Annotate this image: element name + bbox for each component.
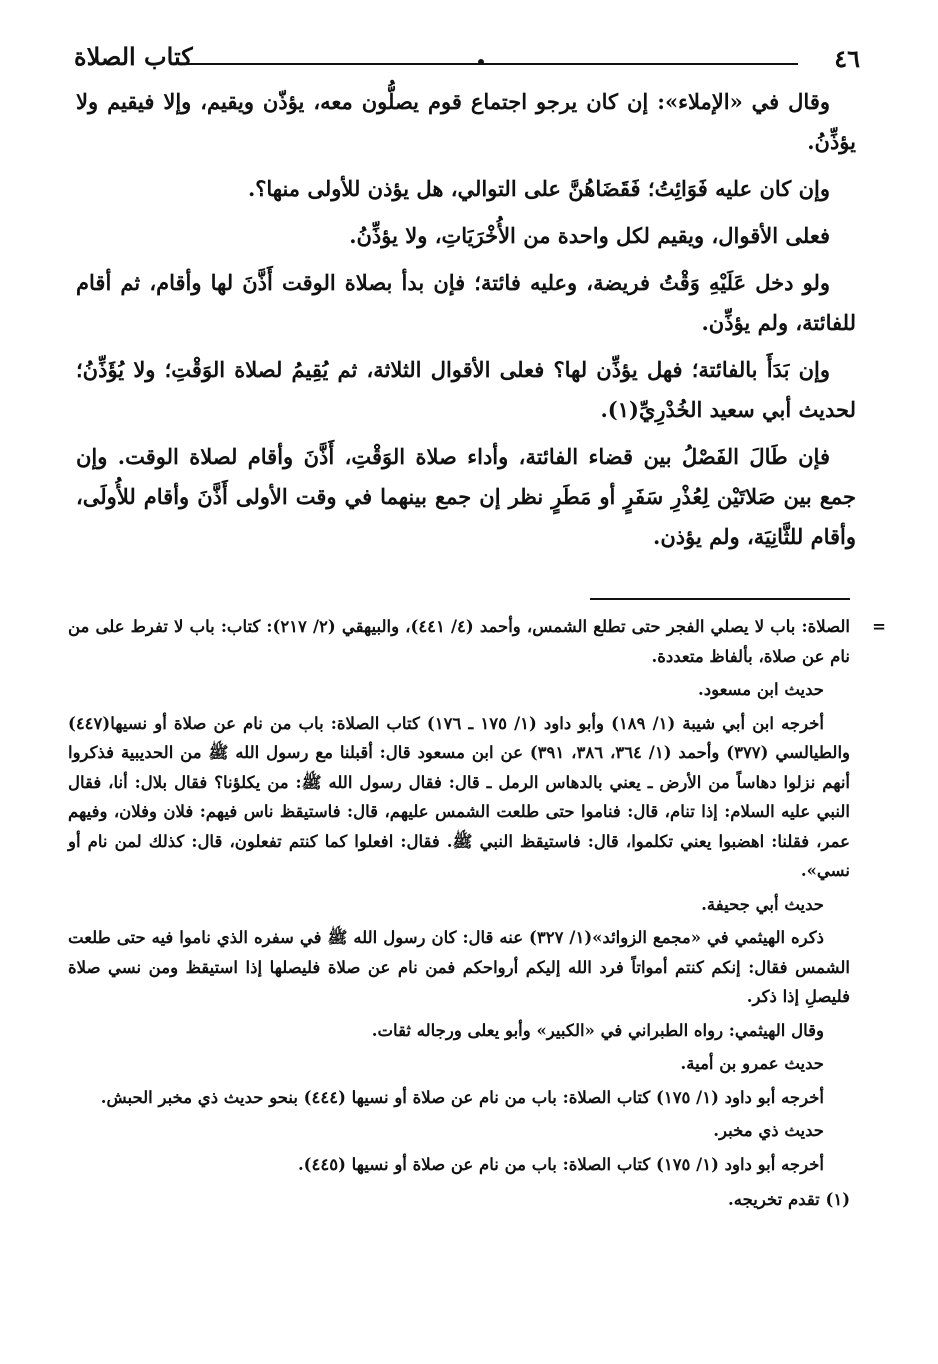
footnote-paragraph: أخرجه أبو داود (١/ ١٧٥) كتاب الصلاة: باب من نام عن صلاة أو نسيها (٤٤٤) بنحو حديث ذي مخبر الحبش.	[100, 1087, 824, 1107]
continuation-marker: =	[872, 617, 886, 636]
main-text	[76, 82, 856, 564]
header-ornament-dot	[478, 59, 484, 65]
body-paragraph: ولو دخل عَلَيْهِ وَقْتُ فريضة، وعليه فائتة؛ فإن بدأ بصلاة الوقت أَذَّنَ لها وأقام، ثم أقام للفائتة، ولم يؤذِّن.	[76, 270, 856, 335]
footnote-paragraph: أخرجه ابن أبي شيبة (١/ ١٨٩) وأبو داود (١/ ١٧٥ ـ ١٧٦) كتاب الصلاة: باب من نام عن صلاة أو نسيها(٤٤٧) والطيالسي (٣٧٧) وأحمد (١/ ٣٦٤، ٣٨٦، ٣٩١) عن ابن مسعود قال: أقبلنا مع رسول الله ﷺ من الحديبية فذكروا أنهم نزلوا دهاساً من الأرض ـ يعني بالدهاس الرمل ـ قال: فقال رسول الله ﷺ: من يكلؤنا؟ فقال بلال: أنا، فقال النبي عليه السلام: إذا تنام، قال: فناموا حتى طلعت الشمس عليهم، قال: فاستيقظ ناس فيهم: فلان وفلان، وفيهم عمر، فقلنا: اهضبوا يعني تكلموا، قال: فاستيقظ النبي ﷺ. فقال: افعلوا كما كنتم تفعلون، قال: كذلك لمن نام أو نسي».	[68, 713, 851, 880]
footnote-paragraph: حديث عمرو بن أمية.	[680, 1054, 824, 1073]
footnote-paragraph: حديث ابن مسعود.	[697, 680, 824, 699]
footnote-paragraph: أخرجه أبو داود (١/ ١٧٥) كتاب الصلاة: باب من نام عن صلاة أو نسيها (٤٤٥).	[297, 1154, 824, 1174]
footnote-paragraph: ذكره الهيثمي في «مجمع الزوائد»(١/ ٣٢٧) عنه قال: كان رسول الله ﷺ في سفره الذي ناموا فيه حتى طلعت الشمس فقال: إنكم كنتم أمواتاً فرد الله إليكم أرواحكم فمن نام عن صلاة فليصلها إذا استيقظ ومن نسي صلاة فليصلِ إذا ذكر.	[68, 928, 850, 1006]
page-header	[74, 38, 860, 72]
body-paragraph: فإن طَالَ الفَصْلُ بين قضاء الفائتة، وأداء صلاة الوَقْتِ، أَذَّنَ وأقام لصلاة الوقت. وإن جمع بين صَلاتَيْن لِعُذْرِ سَفَرٍ أو مَطَرٍ نظر إن جمع بينهما في وقت الأولى أَذَّنَ وأقام للأُولَى، وأقام للثَّانِيَة، ولم يؤذن.	[76, 444, 856, 549]
footnote-paragraph: وقال الهيثمي: رواه الطبراني في «الكبير» وأبو يعلى ورجاله ثقات.	[371, 1020, 824, 1040]
page-number: ٤٦	[834, 44, 860, 73]
footnote-continuation-text: الصلاة: باب لا يصلي الفجر حتى تطلع الشمس، وأحمد (٤/ ٤٤١)، والبيهقي (٢/ ٢١٧): كتاب: باب لا تفرط على من نام عن صلاة، بألفاظ متعددة.	[68, 617, 851, 666]
book-title: كتاب الصلاة	[74, 42, 193, 71]
footnote-separator	[590, 598, 850, 600]
footnote-paragraph: حديث ذي مخبر.	[713, 1121, 824, 1140]
footnote-paragraph: حديث أبي جحيفة.	[701, 894, 824, 914]
body-paragraph: وإن بَدَأَ بالفائتة؛ فهل يؤذِّن لها؟ فعلى الأقوال الثلاثة، ثم يُقِيمُ لصلاة الوَقْتِ؛ ولا يُؤَذِّنُ؛ لحديث أبي سعيد الخُدْرِيِّ(١).	[76, 357, 856, 422]
body-paragraph: فعلى الأقوال، ويقيم لكل واحدة من الأُخْرَيَاتِ، ولا يؤذِّنُ.	[349, 223, 830, 248]
body-paragraph: وقال في «الإملاء»: إن كان يرجو اجتماع قوم يصلُّون معه، يؤذّن ويقيم، وإلا فيقيم ولا يؤذِّنُ.	[76, 89, 856, 154]
header-rule	[182, 63, 798, 65]
footnote-1: (١) تقدم تخريجه.	[728, 1190, 850, 1209]
footnote-continuation	[68, 612, 886, 671]
footnotes	[68, 612, 886, 1219]
body-paragraph: وإن كان عليه فَوَائِتُ؛ فَقَضَاهُنَّ على التوالي، هل يؤذن للأولى منها؟.	[247, 176, 830, 201]
